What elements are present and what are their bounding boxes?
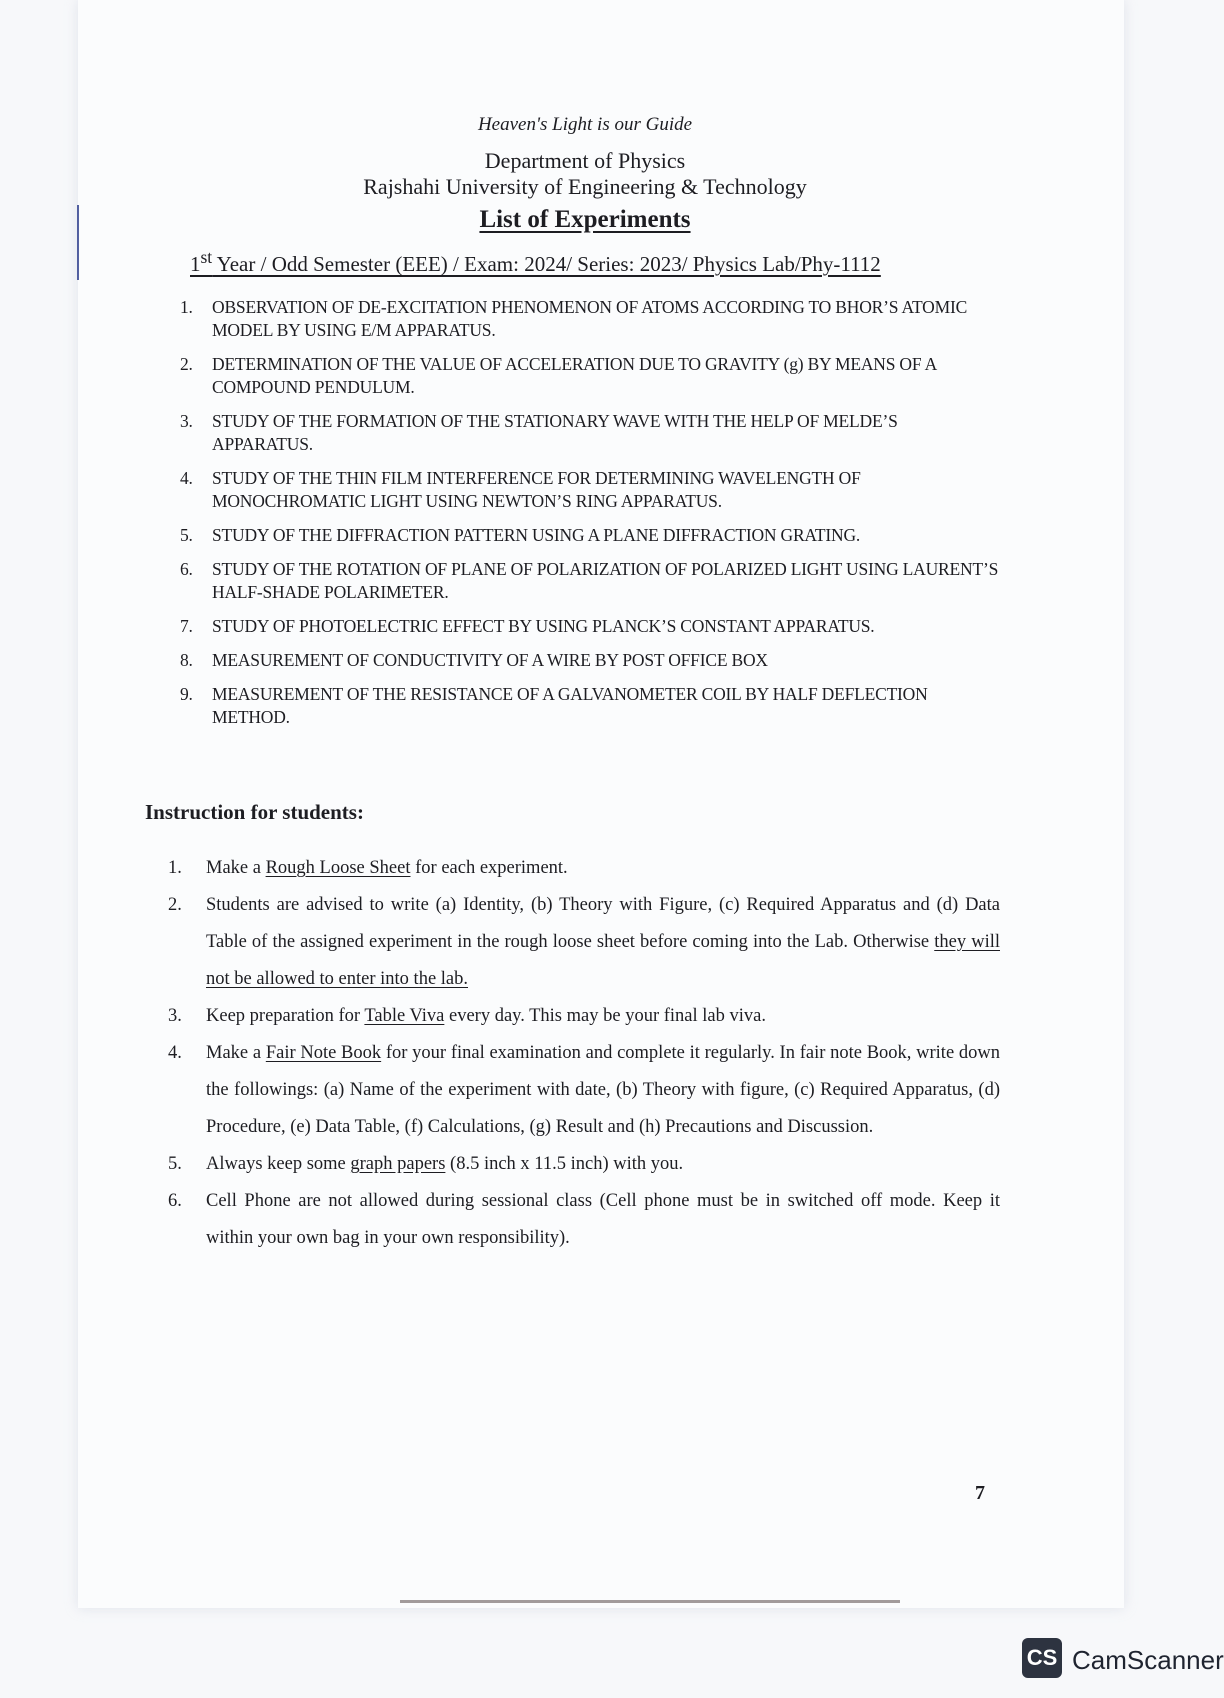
- instruction-text-part: every day. This may be your final lab viva.: [444, 1006, 766, 1026]
- instruction-item: [168, 887, 1000, 998]
- experiment-number: 4.: [180, 468, 193, 488]
- experiment-number: 3.: [180, 411, 193, 431]
- experiment-item: [180, 524, 1000, 547]
- instruction-text-part: for your final examination and complete it regularly. In fair note Book, write down the followings: (a) Name of the experiment with date, (b) Theory with figure, (c) Required Apparatus, (d) Procedure, (e) Data Table, (f) Calculations, (g) Result and (h) Precautions and Discussion.: [206, 1043, 1000, 1137]
- page-number: 7: [975, 1482, 985, 1504]
- instruction-emphasis: they will not be allowed to enter into the lab.: [206, 932, 1000, 989]
- course-subtitle: [190, 247, 881, 277]
- experiment-title: STUDY OF PHOTOELECTRIC EFFECT BY USING PLANCK’S CONSTANT APPARATUS.: [212, 616, 875, 636]
- camscanner-logo-icon: CS: [1022, 1638, 1062, 1678]
- instruction-item: [168, 998, 1000, 1035]
- subtitle-year-ordinal: st: [200, 247, 213, 267]
- instruction-text-part: (8.5 inch x 11.5 inch) with you.: [445, 1154, 684, 1174]
- instruction-number: 6.: [168, 1191, 182, 1211]
- experiment-title: STUDY OF THE THIN FILM INTERFERENCE FOR DETERMINING WAVELENGTH OF MONOCHROMATIC LIGHT USING NEWTON’S RING APPARATUS.: [212, 468, 861, 511]
- instruction-text-part: Cell Phone are not allowed during sessional class (Cell phone must be in switched off mode. Keep it within your own bag in your own responsibility).: [206, 1191, 1000, 1248]
- experiment-number: 7.: [180, 616, 193, 636]
- camscanner-brand: CamScanner: [1072, 1645, 1224, 1675]
- experiment-number: 2.: [180, 354, 193, 374]
- instruction-text-part: Always keep some: [206, 1154, 351, 1174]
- instruction-text-part: for each experiment.: [410, 858, 568, 878]
- instruction-text-part: Keep preparation for: [206, 1006, 365, 1026]
- instruction-text-part: Students are advised to write (a) Identity, (b) Theory with Figure, (c) Required Apparatus and (d) Data Table of the assigned experiment in the rough loose sheet before coming into the Lab. Otherwise: [206, 895, 1000, 952]
- experiment-item: [180, 683, 1000, 729]
- instruction-item: [168, 1035, 1000, 1146]
- instructions-heading: Instruction for students:: [145, 800, 364, 824]
- instruction-text: [206, 1183, 1000, 1257]
- instruction-text-part: Make a: [206, 858, 266, 878]
- experiment-title: DETERMINATION OF THE VALUE OF ACCELERATION DUE TO GRAVITY (g) BY MEANS OF A COMPOUND PENDULUM.: [212, 354, 937, 397]
- experiment-title: STUDY OF THE DIFFRACTION PATTERN USING A PLANE DIFFRACTION GRATING.: [212, 525, 861, 545]
- experiment-number: 8.: [180, 650, 193, 670]
- university-name: Rajshahi University of Engineering & Technology: [363, 174, 807, 199]
- instruction-item: [168, 1146, 1000, 1183]
- list-title: List of Experiments: [479, 206, 691, 233]
- instruction-emphasis: Table Viva: [364, 1006, 445, 1026]
- subtitle-year-number: 1: [190, 252, 201, 276]
- page-edge-line: [400, 1600, 900, 1603]
- instruction-text: [206, 1146, 1000, 1183]
- experiment-item: [180, 615, 1000, 638]
- experiment-item: [180, 467, 1000, 513]
- experiment-item: [180, 649, 1000, 672]
- department-name: Department of Physics: [484, 148, 686, 173]
- experiment-number: 5.: [180, 525, 193, 545]
- experiment-list: [180, 296, 1000, 740]
- experiment-number: 1.: [180, 297, 193, 317]
- instruction-text: [206, 850, 1000, 887]
- experiment-item: [180, 558, 1000, 604]
- instruction-emphasis: Fair Note Book: [265, 1043, 382, 1063]
- instruction-text-part: Make a: [206, 1043, 266, 1063]
- experiment-title: STUDY OF THE FORMATION OF THE STATIONARY WAVE WITH THE HELP OF MELDE’S APPARATUS.: [212, 411, 898, 454]
- instruction-item: [168, 850, 1000, 887]
- instruction-list: [168, 850, 1000, 1257]
- instruction-emphasis: Rough Loose Sheet: [265, 858, 411, 878]
- experiment-number: 6.: [180, 559, 193, 579]
- experiment-number: 9.: [180, 684, 193, 704]
- instruction-number: 4.: [168, 1043, 182, 1063]
- experiment-title: MEASUREMENT OF CONDUCTIVITY OF A WIRE BY POST OFFICE BOX: [212, 650, 768, 670]
- instruction-item: [168, 1183, 1000, 1257]
- instruction-text: [206, 998, 1000, 1035]
- experiment-item: [180, 353, 1000, 399]
- experiment-title: OBSERVATION OF DE-EXCITATION PHENOMENON OF ATOMS ACCORDING TO BHOR’S ATOMIC MODEL BY USING E/M APPARATUS.: [212, 297, 968, 340]
- instruction-number: 2.: [168, 895, 182, 915]
- instruction-emphasis: graph papers: [350, 1154, 446, 1174]
- motto: Heaven's Light is our Guide: [477, 114, 693, 135]
- instruction-number: 1.: [168, 858, 182, 878]
- instruction-number: 5.: [168, 1154, 182, 1174]
- experiment-title: STUDY OF THE ROTATION OF PLANE OF POLARIZATION OF POLARIZED LIGHT USING LAURENT’S HALF-SHADE POLARIMETER.: [212, 559, 999, 602]
- instruction-text: [206, 887, 1000, 998]
- experiment-item: [180, 296, 1000, 342]
- instruction-number: 3.: [168, 1006, 182, 1026]
- subtitle-details: Year / Odd Semester (EEE) / Exam: 2024/ Series: 2023/ Physics Lab/Phy-1112: [212, 252, 881, 276]
- experiment-item: [180, 410, 1000, 456]
- instruction-text: [206, 1035, 1000, 1146]
- experiment-title: MEASUREMENT OF THE RESISTANCE OF A GALVANOMETER COIL BY HALF DEFLECTION METHOD.: [212, 684, 928, 727]
